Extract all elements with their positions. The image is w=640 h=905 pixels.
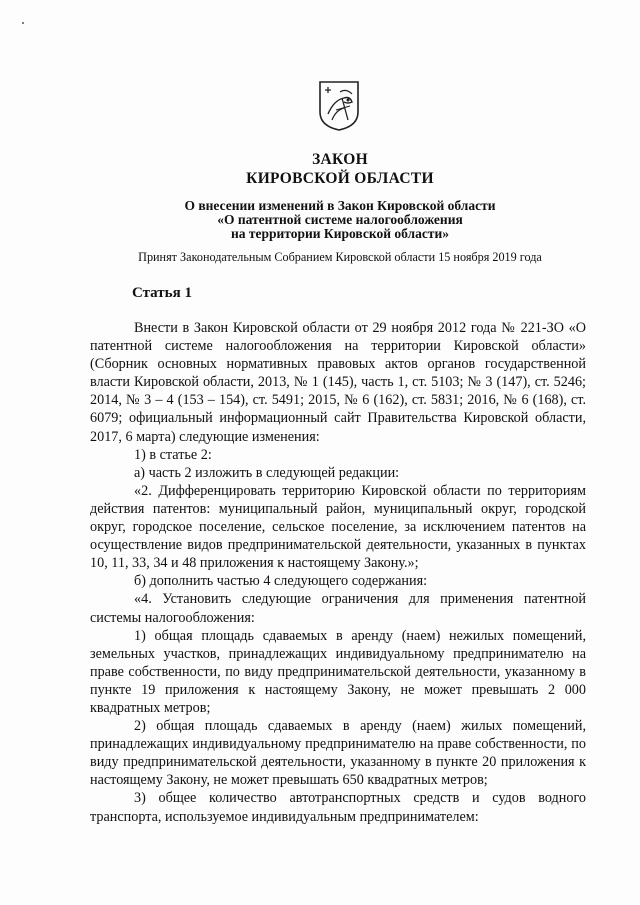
region-title: КИРОВСКОЙ ОБЛАСТИ: [246, 170, 434, 187]
article-body: [90, 319, 586, 826]
coat-of-arms-icon: [318, 80, 360, 132]
paragraph: 1) в статье 2:: [134, 446, 212, 463]
document-type-title: ЗАКОН: [312, 151, 368, 168]
scan-speck: [22, 22, 24, 24]
paragraph: б) дополнить частью 4 следующего содержания:: [134, 573, 428, 590]
paragraph: а) часть 2 изложить в следующей редакции:: [134, 464, 400, 481]
law-subject-line-2: «О патентной системе налогообложения: [217, 212, 463, 227]
paragraph: 3) общее количество автотранспортных средств и судов водного транспорта, используемое индивидуальным предпринимателем:: [90, 790, 586, 825]
law-subject-line-1: О внесении изменений в Закон Кировской области: [184, 198, 496, 213]
adoption-note: Принят Законодательным Собранием Кировской области 15 ноября 2019 года: [138, 250, 542, 264]
paragraph: Внести в Закон Кировской области от 29 ноября 2012 года № 221-ЗО «О патентной системе налогообложения на территории Кировской области» (Сборник основных нормативных правовых актов органов государственной власти Кировской области, 2013, № 1 (145), часть 1, ст. 5103; № 3 (147), ст. 5246; 2014, № 3 – 4 (153 – 154), ст. 5491; 2015, № 6 (162), ст. 5831; 2016, № 6 (168), ст. 6079; официальный информационный сайт Правительства Кировской области, 2017, 6 марта) следующие изменения:: [90, 320, 586, 445]
paragraph: 1) общая площадь сдаваемых в аренду (наем) нежилых помещений, земельных участков, принадлежащих индивидуальному предпринимателю на праве собственности, по виду предпринимательской деятельности, указанному в пункте 19 приложения к настоящему Закону, не может превышать 2 000 квадратных метров;: [90, 627, 586, 716]
paragraph: 2) общая площадь сдаваемых в аренду (наем) жилых помещений, принадлежащих индивидуальному предпринимателю на праве собственности, по виду предпринимательской деятельности, указанному в пункте 20 приложения к настоящему Закону, не может превышать 650 квадратных метров;: [90, 718, 586, 789]
paragraph: «2. Дифференцировать территорию Кировской области по территориям действия патентов: муниципальный район, муниципальный округ, городской округ, городское поселение, сельское поселение, за исключением патентов на осуществление видов предпринимательской деятельности, указанных в пунктах 10, 11, 33, 34 и 48 приложения к настоящему Закону.»;: [90, 482, 586, 572]
law-subject-line-3: на территории Кировской области»: [230, 226, 450, 241]
article-heading: Статья 1: [132, 285, 192, 301]
paragraph: «4. Установить следующие ограничения для применения патентной системы налогообложения:: [90, 591, 586, 626]
